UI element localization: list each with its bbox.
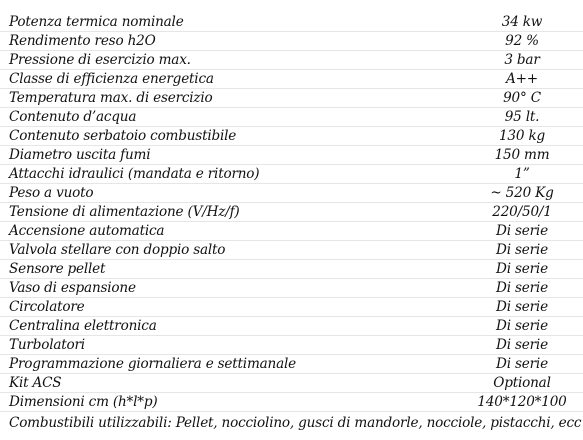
- spec-value: ~ 520 Kg: [490, 185, 554, 201]
- spec-value: Optional: [493, 375, 551, 391]
- spec-value: Di serie: [496, 280, 548, 296]
- spec-row: [0, 32, 583, 51]
- spec-value: 220/50/1: [492, 204, 552, 220]
- spec-label: Centralina elettronica: [9, 318, 157, 334]
- spec-value: 34 kw: [501, 14, 543, 30]
- spec-label: Peso a vuoto: [9, 185, 94, 201]
- spec-row: [0, 127, 583, 146]
- spec-row: [0, 13, 583, 32]
- spec-label: Potenza termica nominale: [9, 14, 184, 30]
- spec-table: [0, 13, 583, 412]
- spec-label: Temperatura max. di esercizio: [9, 90, 213, 106]
- spec-label: Turbolatori: [9, 337, 85, 353]
- spec-label: Attacchi idraulici (mandata e ritorno): [9, 166, 260, 182]
- fuel-note: Combustibili utilizzabili: Pellet, nocciolino, gusci di mandorle, nocciole, pistacchi, ecc: [9, 415, 582, 431]
- spec-row: [0, 165, 583, 184]
- spec-row: [0, 108, 583, 127]
- spec-value: 150 mm: [494, 147, 550, 163]
- spec-label: Classe di efficienza energetica: [9, 71, 214, 87]
- spec-row: [0, 374, 583, 393]
- row-divider: [0, 411, 583, 412]
- spec-value: 92 %: [505, 33, 539, 49]
- spec-row: [0, 89, 583, 108]
- spec-value: Di serie: [496, 299, 548, 315]
- spec-value: Di serie: [496, 261, 548, 277]
- spec-value: A++: [506, 71, 538, 87]
- spec-label: Pressione di esercizio max.: [9, 52, 191, 68]
- spec-value: 90° C: [503, 90, 541, 106]
- spec-label: Dimensioni cm (h*l*p): [9, 394, 158, 410]
- spec-row: [0, 241, 583, 260]
- spec-label: Rendimento reso h2O: [9, 33, 156, 49]
- spec-value: Di serie: [496, 337, 548, 353]
- spec-value: 1”: [514, 166, 530, 182]
- spec-label: Tensione di alimentazione (V/Hz/f): [9, 204, 240, 220]
- spec-value: 95 lt.: [504, 109, 540, 125]
- spec-row: [0, 260, 583, 279]
- spec-row: [0, 355, 583, 374]
- spec-label: Diametro uscita fumi: [9, 147, 151, 163]
- spec-row: [0, 70, 583, 89]
- spec-row: [0, 146, 583, 165]
- spec-value: 3 bar: [504, 52, 540, 68]
- spec-label: Sensore pellet: [9, 261, 106, 277]
- spec-value: Di serie: [496, 223, 548, 239]
- spec-row: [0, 222, 583, 241]
- spec-row: [0, 279, 583, 298]
- spec-label: Contenuto serbatoio combustibile: [9, 128, 237, 144]
- spec-row: [0, 51, 583, 70]
- spec-label: Valvola stellare con doppio salto: [9, 242, 226, 258]
- spec-label: Vaso di espansione: [9, 280, 136, 296]
- spec-value: Di serie: [496, 318, 548, 334]
- spec-row: [0, 336, 583, 355]
- spec-value: Di serie: [496, 356, 548, 372]
- spec-label: Contenuto d’acqua: [9, 109, 137, 125]
- spec-label: Kit ACS: [9, 375, 62, 391]
- spec-label: Accensione automatica: [9, 223, 165, 239]
- spec-value: 140*120*100: [477, 394, 567, 410]
- spec-row: [0, 298, 583, 317]
- spec-value: 130 kg: [498, 128, 545, 144]
- spec-row: [0, 184, 583, 203]
- spec-label: Circolatore: [9, 299, 85, 315]
- spec-row: [0, 393, 583, 412]
- spec-row: [0, 203, 583, 222]
- spec-label: Programmazione giornaliera e settimanale: [9, 356, 296, 372]
- spec-value: Di serie: [496, 242, 548, 258]
- spec-row: [0, 317, 583, 336]
